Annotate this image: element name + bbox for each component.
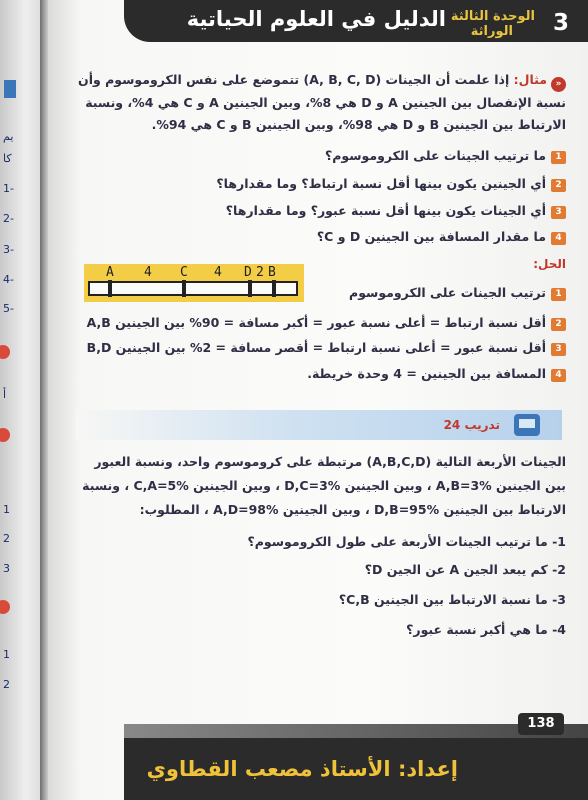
chromosome-gene-label: B [268, 265, 276, 280]
training-band [76, 410, 562, 440]
training-question: 1- ما ترتيب الجينات الأربعة على طول الكروموسوم؟ [247, 534, 566, 549]
training-title: تدريب 24 [443, 418, 500, 432]
double-chevron-icon: « [551, 77, 566, 92]
gene-marker [182, 280, 186, 297]
left-page-text: -4 [3, 273, 14, 286]
left-page-text: -3 [3, 243, 14, 256]
solution-answer [76, 366, 566, 382]
unit-topic: الوراثة [470, 24, 513, 39]
left-page-dot [0, 428, 10, 442]
author-credit: إعداد: الأستاذ مصعب القطاوي [146, 757, 458, 781]
answer-number: 4 [551, 369, 566, 382]
left-page-text: -5 [3, 302, 14, 315]
left-page-text: أ [3, 388, 7, 401]
chromosome-gene-label: C [180, 265, 188, 280]
solution-label: الحل: [533, 257, 566, 271]
chromosome-gene-label: A [106, 265, 114, 280]
gene-marker [108, 280, 112, 297]
answer-text: أقل نسبة ارتباط = أعلى نسبة عبور = أكبر مسافة = 90% بين الجينين A,B [86, 315, 546, 330]
unit-label: الوحدة الثالثة [450, 9, 535, 24]
gene-marker [248, 280, 252, 297]
question-text: أي الجينات يكون بينها أقل نسبة عبور؟ وما مقدارها؟ [225, 203, 546, 218]
left-page-dot [0, 600, 10, 614]
solution-answer [76, 340, 566, 356]
left-page-text: 2 [3, 678, 10, 691]
page-header [124, 0, 588, 42]
question-number: 1 [551, 151, 566, 164]
left-page-text: -2 [3, 212, 14, 225]
left-page-dot [0, 345, 10, 359]
example-question [76, 148, 566, 164]
example-question [76, 176, 566, 192]
chromosome-bar [88, 281, 298, 296]
left-page-icon [4, 80, 16, 98]
solution-answer [76, 315, 566, 331]
left-page-text: 1 [3, 648, 10, 661]
left-page-text: 3 [3, 562, 10, 575]
left-page-text: 1 [3, 503, 10, 516]
chromosome-distance-label: 2 [256, 265, 264, 280]
example-question [76, 203, 566, 219]
gene-marker [272, 280, 276, 297]
training-question: 3- ما نسبة الارتباط بين الجينين C,B؟ [338, 592, 566, 607]
answer-number: 3 [551, 343, 566, 356]
answer-text: المسافة بين الجينين = 4 وحدة خريطة. [307, 366, 546, 381]
computer-icon [514, 414, 540, 436]
chromosome-distance-label: 4 [214, 265, 222, 280]
left-page-text: 2 [3, 532, 10, 545]
chromosome-map [84, 264, 304, 302]
question-text: ما مقدار المسافة بين الجينين D و C؟ [316, 229, 546, 244]
book-page [48, 0, 588, 800]
book-title: الدليل في العلوم الحياتية [186, 7, 446, 31]
answer-number: 2 [551, 318, 566, 331]
question-text: أي الجينين يكون بينها أقل نسبة ارتباط؟ وما مقدارها؟ [216, 176, 546, 191]
answer-number: 1 [551, 288, 566, 301]
example-question [76, 229, 566, 245]
example-intro: إذا علمت أن الجينات (A, B, C, D) تتموضع على نفس الكروموسوم وأن نسبة الإنفصال بين الجينين A و D هي 8%، وبين الجينين A و C هي 4%، ونسبة الارتباط بين الجينين B و D هي 98%، وبين الجينين B و C هي 94%. [78, 72, 566, 132]
training-question: 4- ما هي أكبر نسبة عبور؟ [406, 622, 566, 637]
left-page-text: يم [3, 130, 14, 143]
example-paragraph [76, 69, 566, 136]
page-number: 138 [518, 713, 564, 735]
answer-text: ترتيب الجينات على الكروموسوم [349, 285, 546, 300]
training-paragraph: الجينات الأربعة التالية (A,B,C,D) مرتبطة على كروموسوم واحد، ونسبة العبور بين الجينين A,B=3% ، وبين الجينين D,C=3% ، وبين الجينين C,A=5% ، ونسبة الارتباط بين الجينين D,B=95% ، وبين الجينين A,D=98% ، المطلوب: [82, 454, 566, 517]
question-number: 4 [551, 232, 566, 245]
unit-number: 3 [552, 10, 569, 36]
answer-text: أقل نسبة عبور = أعلى نسبة ارتباط = أقصر مسافة = 2% بين الجينين B,D [86, 340, 546, 355]
left-page-text: -1 [3, 182, 14, 195]
question-number: 2 [551, 179, 566, 192]
left-page-text: كا [3, 152, 12, 165]
chromosome-distance-label: 4 [144, 265, 152, 280]
question-number: 3 [551, 206, 566, 219]
example-label: مثال: [513, 72, 547, 87]
question-text: ما ترتيب الجينات على الكروموسوم؟ [325, 148, 546, 163]
solution-answer [296, 285, 566, 301]
training-question: 2- كم يبعد الجين A عن الجين D؟ [364, 562, 566, 577]
chromosome-gene-label: D [244, 265, 252, 280]
